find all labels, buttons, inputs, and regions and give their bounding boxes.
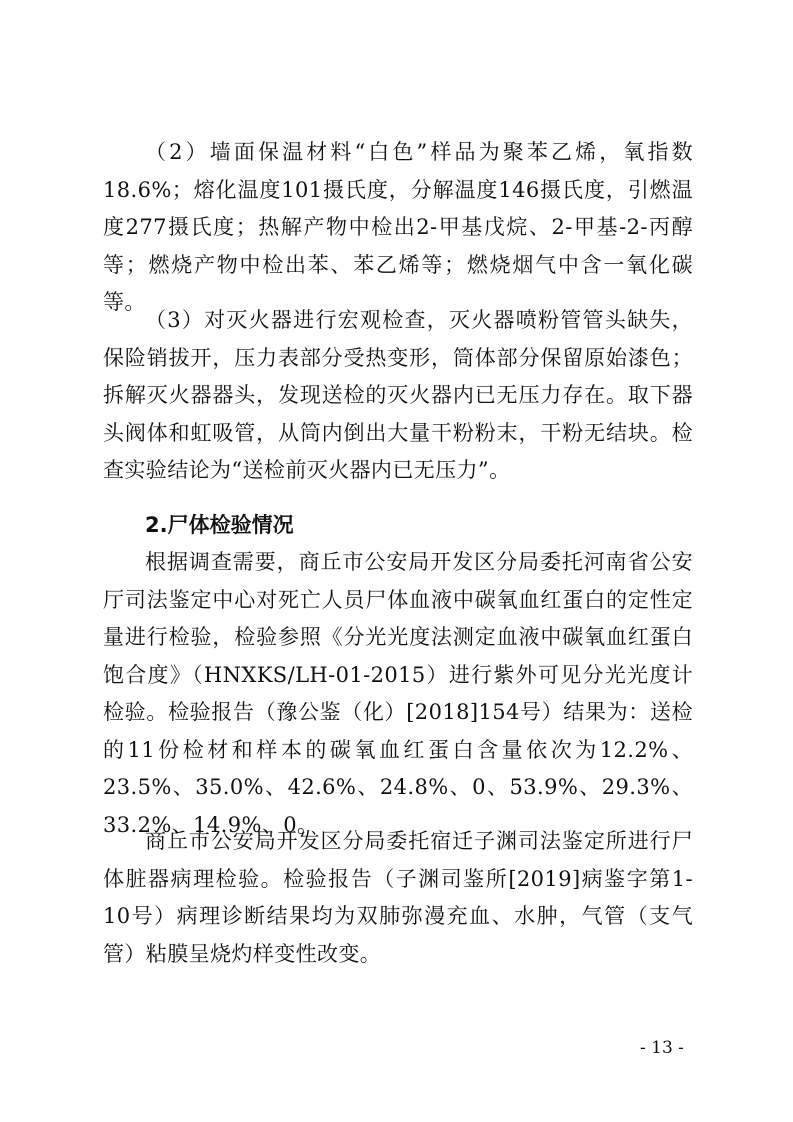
paragraph-fire-extinguisher: （3）对灭火器进行宏观检查，灭火器喷粉管管头缺失，保险销拔开，压力表部分受热变形，筒体部分保留原始漆色；拆解灭火器器头，发现送检的灭火器内已无压力存在。取下器头阀体和虹吸管，从筒内倒出大量干粉粉末，干粉无结块。检查实验结论为“送检前灭火器内已无压力”。 bbox=[103, 308, 693, 482]
section-heading-autopsy: 2.尸体检验情况 bbox=[145, 513, 294, 537]
paragraph-blood-test: 根据调查需要，商丘市公安局开发区分局委托河南省公安厅司法鉴定中心对死亡人员尸体血液中碳氧血红蛋白的定性定量进行检验，检验参照《分光光度法测定血液中碳氧血红蛋白饱合度》（HNXKS/LH-01-2015）进行紫外可见分光光度计检验。检验报告（豫公鉴（化）[2018]154号）结果为：送检的11份检材和样本的碳氧血红蛋白含量依次为12.2%、23.5%、35.0%、42.6%、24.8%、0、53.9%、29.3%、33.2%、14.9%、0。 bbox=[103, 550, 693, 837]
page-number: - 13 - bbox=[640, 1038, 684, 1058]
paragraph-pathology: 商丘市公安局开发区分局委托宿迁子渊司法鉴定所进行尸体脏器病理检验。检验报告（子渊司鉴所[2019]病鉴字第1-10号）病理诊断结果均为双肺弥漫充血、水肿，气管（支气管）粘膜呈烧灼样变性改变。 bbox=[103, 829, 693, 966]
paragraph-wall-insulation: （2）墙面保温材料“白色”样品为聚苯乙烯，氧指数18.6%；熔化温度101摄氏度，分解温度146摄氏度，引燃温度277摄氏度；热解产物中检出2-甲基戊烷、2-甲基-2-丙醇等；燃烧产物中检出苯、苯乙烯等；燃烧烟气中含一氧化碳等。 bbox=[103, 140, 693, 314]
